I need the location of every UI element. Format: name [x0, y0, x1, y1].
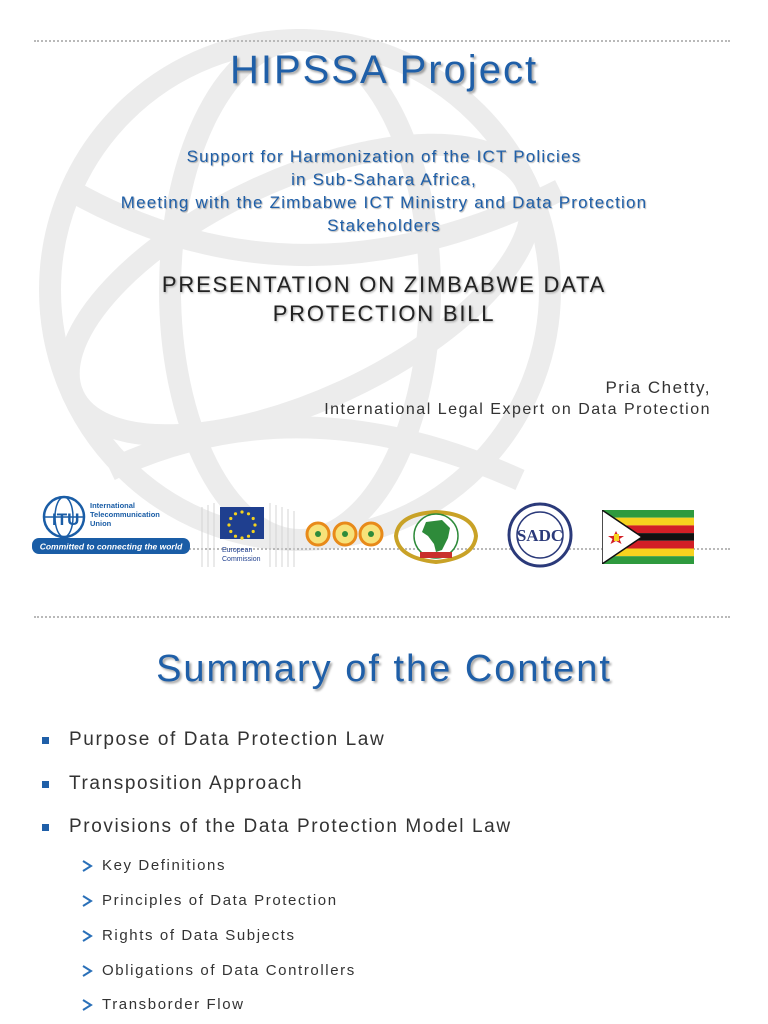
bullet-text: Provisions of the Data Protection Model Law: [69, 816, 512, 837]
bullet-text: Transposition Approach: [69, 773, 304, 794]
sub-bullet-item: [80, 927, 296, 944]
itu-logo: [30, 492, 192, 558]
arrow-right-icon: [80, 929, 94, 943]
bullet-item: [42, 729, 385, 751]
top-dotted-divider: [34, 40, 730, 42]
european-commission-logo: [200, 497, 300, 571]
sub-bullet-text: Transborder Flow: [102, 996, 245, 1013]
svg-text:Telecommunication: Telecommunication: [90, 510, 160, 519]
sub-bullet-text: Principles of Data Protection: [102, 892, 338, 909]
svg-text:ITU: ITU: [52, 510, 80, 529]
subtitle-line: Support for Harmonization of the ICT Policies: [186, 147, 582, 166]
bullet-item: [42, 773, 303, 795]
bullet-text: Purpose of Data Protection Law: [69, 729, 386, 750]
subtitle-line: Meeting with the Zimbabwe ICT Ministry and Data Protection: [120, 193, 648, 212]
svg-text:Committed to connecting the wo: Committed to connecting the world: [39, 541, 183, 552]
zimbabwe-flag: [602, 510, 694, 564]
svg-text:Commission: Commission: [222, 556, 261, 563]
svg-text:International: International: [90, 501, 136, 510]
arrow-right-icon: [80, 859, 94, 873]
square-bullet-icon: [42, 824, 49, 831]
bullet-item: [42, 816, 512, 838]
slide-separator: [0, 580, 768, 600]
square-bullet-icon: [42, 781, 49, 788]
author-role: International Legal Expert on Data Protection: [324, 401, 711, 418]
arrow-right-icon: [80, 964, 94, 978]
african-union-logo: [390, 506, 482, 566]
sadc-logo: [504, 500, 576, 570]
arrow-right-icon: [80, 998, 94, 1012]
author-name: Pria Chetty,: [605, 378, 711, 397]
arrow-right-icon: [80, 894, 94, 908]
sub-bullet-text: Obligations of Data Controllers: [102, 962, 356, 979]
sub-bullet-item: [80, 962, 356, 979]
svg-text:European: European: [222, 547, 253, 554]
slide-title: Summary of the Content: [156, 648, 612, 690]
sub-bullet-item: [80, 996, 245, 1013]
svg-text:SADC: SADC: [516, 526, 564, 545]
slide-subtitle: [0, 145, 768, 237]
subtitle-line: in Sub-Sahara Africa,: [291, 170, 477, 189]
slide-title: HIPSSA Project: [229, 48, 539, 92]
top-dotted-divider: [34, 616, 730, 618]
subtitle-line: Stakeholders: [327, 216, 441, 235]
sub-bullet-text: Rights of Data Subjects: [102, 927, 296, 944]
presentation-title: [0, 270, 768, 328]
presentation-title-line: PRESENTATION ON ZIMBABWE DATA: [161, 272, 607, 297]
square-bullet-icon: [42, 737, 49, 744]
sub-bullet-item: [80, 857, 226, 874]
svg-text:Union: Union: [90, 519, 112, 528]
presentation-title-line: PROTECTION BILL: [272, 301, 496, 326]
sub-bullet-item: [80, 892, 338, 909]
sub-bullet-text: Key Definitions: [102, 857, 227, 874]
acp-logo: [304, 510, 386, 554]
